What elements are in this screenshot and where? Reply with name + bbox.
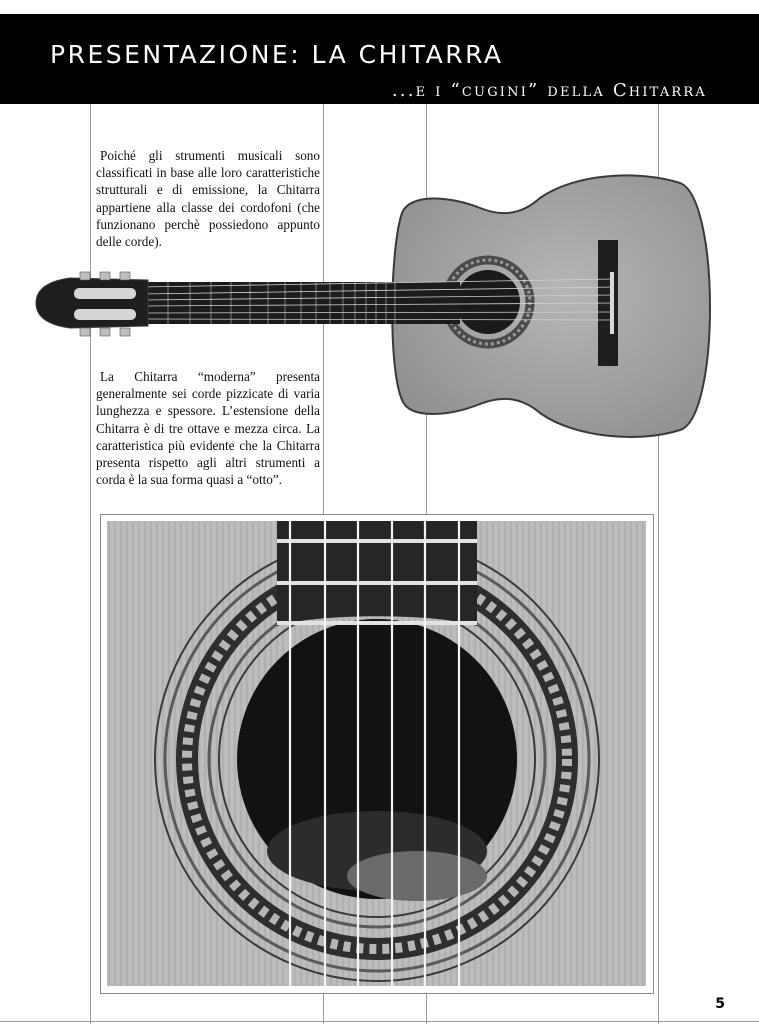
guitar-neck: [148, 282, 460, 324]
column-line: [90, 0, 91, 1024]
column-line: [658, 0, 659, 1024]
page-title: PRESENTAZIONE: LA CHITARRA: [50, 40, 504, 69]
intro-paragraph: Poiché gli strumenti musicali sono classificati in base alle loro caratteristiche strutturali e di emissione, la Chitarra appartiene alla classe dei cordofoni (che funzionano perchè possiedono appunto delle corde).: [96, 148, 320, 250]
top-margin: [0, 0, 759, 14]
soundhole-closeup-image: [107, 521, 646, 986]
fingerboard: [277, 521, 477, 626]
closeup-frame: [100, 514, 654, 994]
page-number: 5: [715, 996, 725, 1012]
page-subtitle: ...e i “cugini” della Chitarra: [391, 80, 707, 101]
guitar-image: [30, 168, 720, 443]
description-paragraph: La Chitarra “moderna” presenta generalmente sei corde pizzicate di varia lunghezza e spessore. L’estensione della Chitarra è di tre ottave e mezza circa. La caratteristica più evidente che la Chitarra presenta rispetto agli altri strumenti a corda è la sua forma quasi a “otto”.: [96, 369, 320, 488]
bottom-margin-line: [0, 1021, 759, 1022]
header-banner: [0, 14, 759, 104]
sound-hole: [456, 270, 520, 334]
headstock: [36, 278, 148, 328]
